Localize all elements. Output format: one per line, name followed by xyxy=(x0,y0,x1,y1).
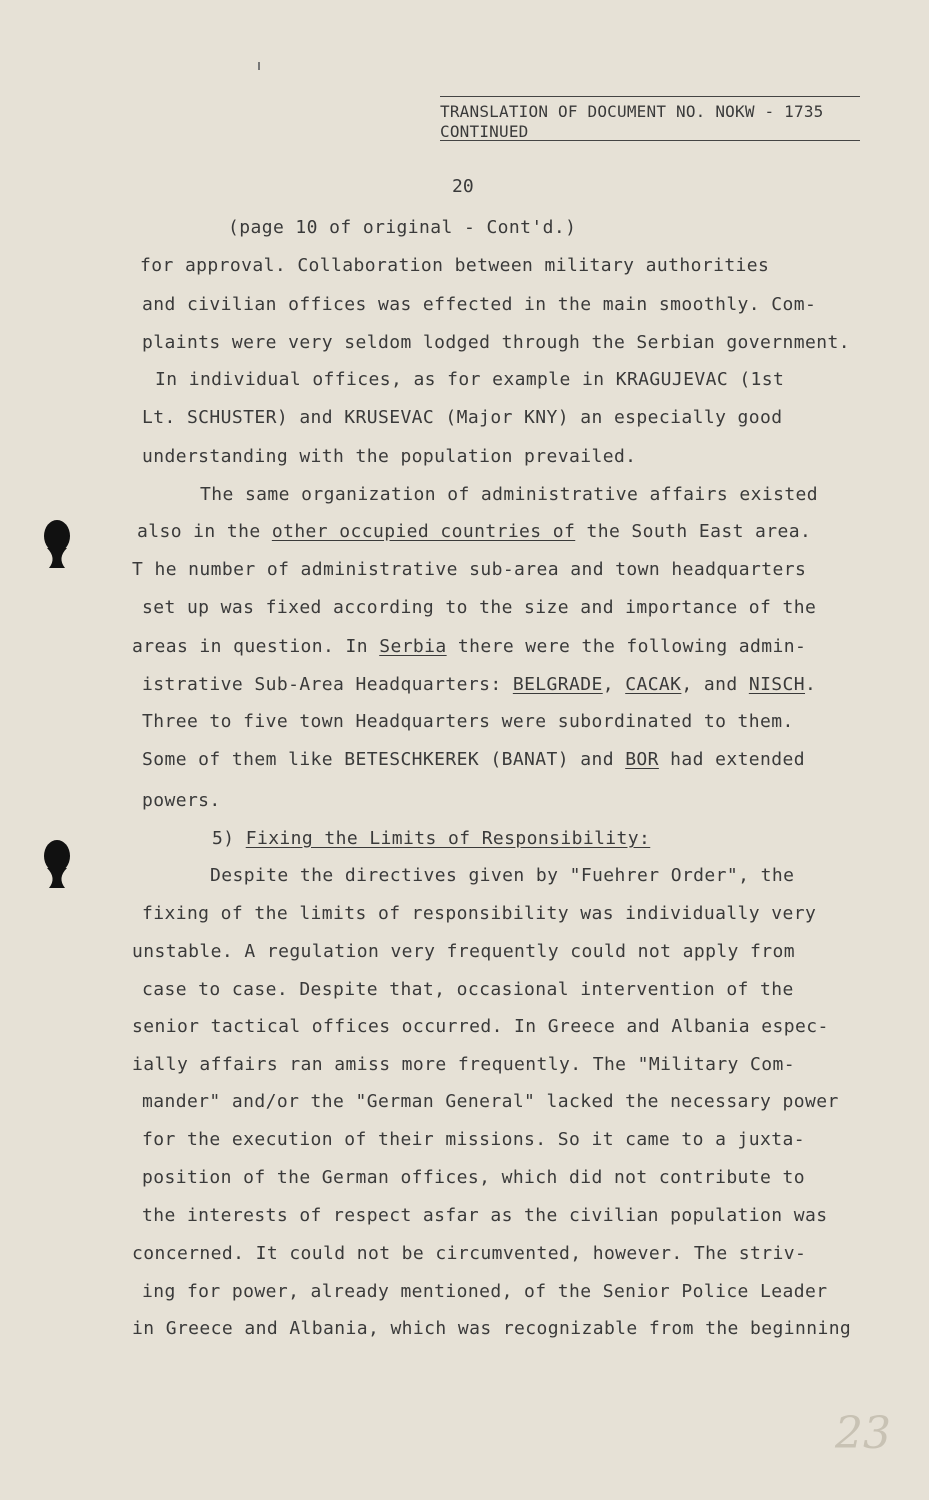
text-line: Lt. SCHUSTER) and KRUSEVAC (Major KNY) an especially good xyxy=(142,407,783,428)
header-title: TRANSLATION OF DOCUMENT NO. NOKW - 1735 xyxy=(440,102,824,121)
underlined-phrase: other occupied countries of xyxy=(271,521,576,542)
text-line: T he number of administrative sub-area and town headquarters xyxy=(132,559,807,580)
section-heading-title: Fixing the Limits of Responsibility: xyxy=(245,828,651,849)
underlined-place: CACAK xyxy=(625,674,682,695)
text-line: senior tactical offices occurred. In Greece and Albania espec- xyxy=(132,1016,829,1037)
text-line: concerned. It could not be circumvented, however. The striv- xyxy=(132,1243,807,1264)
text-line: fixing of the limits of responsibility was individually very xyxy=(142,903,817,924)
text-line: The same organization of administrative affairs existed xyxy=(200,484,819,505)
text-line: Despite the directives given by "Fuehrer Order", the xyxy=(210,865,795,886)
handwritten-page-number: 23 xyxy=(835,1408,891,1459)
header-rule-bottom xyxy=(440,140,860,141)
text-line: (page 10 of original - Cont'd.) xyxy=(228,217,577,238)
text-line: also in the other occupied countries of the South East area. xyxy=(137,521,812,542)
text-line: areas in question. In Serbia there were the following admin- xyxy=(132,636,807,657)
text-line: for the execution of their missions. So it came to a juxta- xyxy=(142,1129,805,1150)
text-line: ing for power, already mentioned, of the Senior Police Leader xyxy=(142,1281,828,1302)
text-line: mander" and/or the "German General" lacked the necessary power xyxy=(142,1091,839,1112)
text-line: istrative Sub-Area Headquarters: BELGRADE, CACAK, and NISCH. xyxy=(142,674,817,695)
text-line: In individual offices, as for example in KRAGUJEVAC (1st xyxy=(155,369,785,390)
text-line: ially affairs ran amiss more frequently. The "Military Com- xyxy=(132,1054,795,1075)
underlined-place: Serbia xyxy=(379,636,447,657)
underlined-place: NISCH xyxy=(748,674,806,695)
text-line: plaints were very seldom lodged through the Serbian government. xyxy=(142,332,850,353)
text-line: understanding with the population prevailed. xyxy=(142,446,637,467)
section-heading: 5) Fixing the Limits of Responsibility: xyxy=(212,828,651,849)
text-line: the interests of respect asfar as the civilian population was xyxy=(142,1205,828,1226)
text-line: for approval. Collaboration between military authorities xyxy=(140,255,770,276)
header-continued: CONTINUED xyxy=(440,122,529,141)
text-line: Three to five town Headquarters were subordinated to them. xyxy=(142,711,794,732)
text-line: in Greece and Albania, which was recognizable from the beginning xyxy=(132,1318,852,1339)
pencil-mark xyxy=(258,62,260,70)
text-line: position of the German offices, which did not contribute to xyxy=(142,1167,805,1188)
header-rule-top xyxy=(440,96,860,97)
text-line: and civilian offices was effected in the main smoothly. Com- xyxy=(142,294,817,315)
binder-hole-mark xyxy=(42,518,72,570)
text-line: Some of them like BETESCHKEREK (BANAT) and BOR had extended xyxy=(142,749,805,770)
underlined-place: BOR xyxy=(625,749,659,770)
text-line: set up was fixed according to the size and importance of the xyxy=(142,597,817,618)
underlined-place: BELGRADE xyxy=(512,674,603,695)
text-line: case to case. Despite that, occasional intervention of the xyxy=(142,979,794,1000)
text-line: unstable. A regulation very frequently could not apply from xyxy=(132,941,795,962)
text-line: powers. xyxy=(142,790,221,811)
binder-hole-mark xyxy=(42,838,72,890)
page-number: 20 xyxy=(452,176,474,197)
